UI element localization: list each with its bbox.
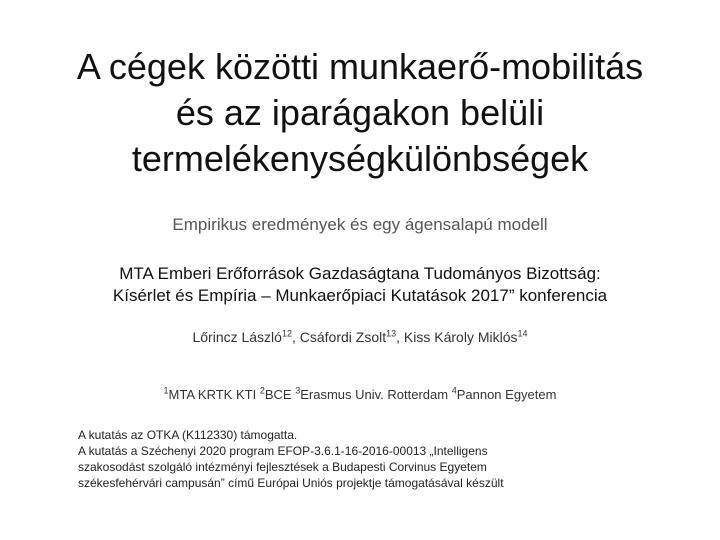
author-name: Kiss Károly Miklós (403, 329, 518, 345)
title-line-3: termelékenységkülönbségek (131, 138, 589, 179)
affiliation-name: BCE (264, 387, 292, 402)
author-separator: , (291, 329, 300, 345)
title-line-2: és az iparágakon belüli (175, 92, 545, 133)
affiliation-name: Pannon Egyetem (456, 387, 557, 402)
funding-line-1: A kutatás az OTKA (K112330) támogatta. (78, 428, 298, 442)
affiliation-mark: 2 (259, 385, 265, 396)
slide-subtitle: Empirikus eredmények és egy ágensalapú modell (172, 215, 548, 234)
author-list (60, 327, 660, 347)
affiliation-list (60, 385, 660, 405)
funding-line-2: A kutatás a Széchenyi 2020 program EFOP-3.6.1-16-2016-00013 „Intelligens (78, 444, 488, 458)
author-affiliation-mark: 13 (386, 328, 397, 339)
conference-info (40, 263, 680, 307)
affiliation-name: Erasmus Univ. Rotterdam (300, 387, 449, 402)
conference-line-2: Kísérlet és Empíria – Munkaerőpiaci Kutatások 2017” konferencia (112, 286, 608, 305)
author-name: Csáfordi Zsolt (299, 329, 387, 345)
funding-line-3: szakosodást szolgáló intézményi fejlesztések a Budapesti Corvinus Egyetem (78, 460, 487, 474)
funding-line-4: székesfehérvári campusán” című Európai Uniós projektje támogatásával készült (78, 476, 504, 490)
affiliation-mark: 3 (295, 385, 301, 396)
slide-title (40, 44, 680, 182)
title-line-1: A cégek közötti munkaerő-mobilitás (76, 46, 644, 87)
funding-acknowledgement (78, 427, 658, 491)
affiliation-mark: 1 (163, 385, 169, 396)
affiliation-mark: 4 (451, 385, 457, 396)
author-name: Lőrincz László (192, 329, 282, 345)
author-affiliation-mark: 14 (517, 328, 528, 339)
conference-line-1: MTA Emberi Erőforrások Gazdaságtana Tudományos Bizottság: (119, 264, 601, 283)
affiliation-name: MTA KRTK KTI (168, 387, 257, 402)
author-separator: , (396, 329, 404, 345)
author-affiliation-mark: 12 (281, 328, 292, 339)
